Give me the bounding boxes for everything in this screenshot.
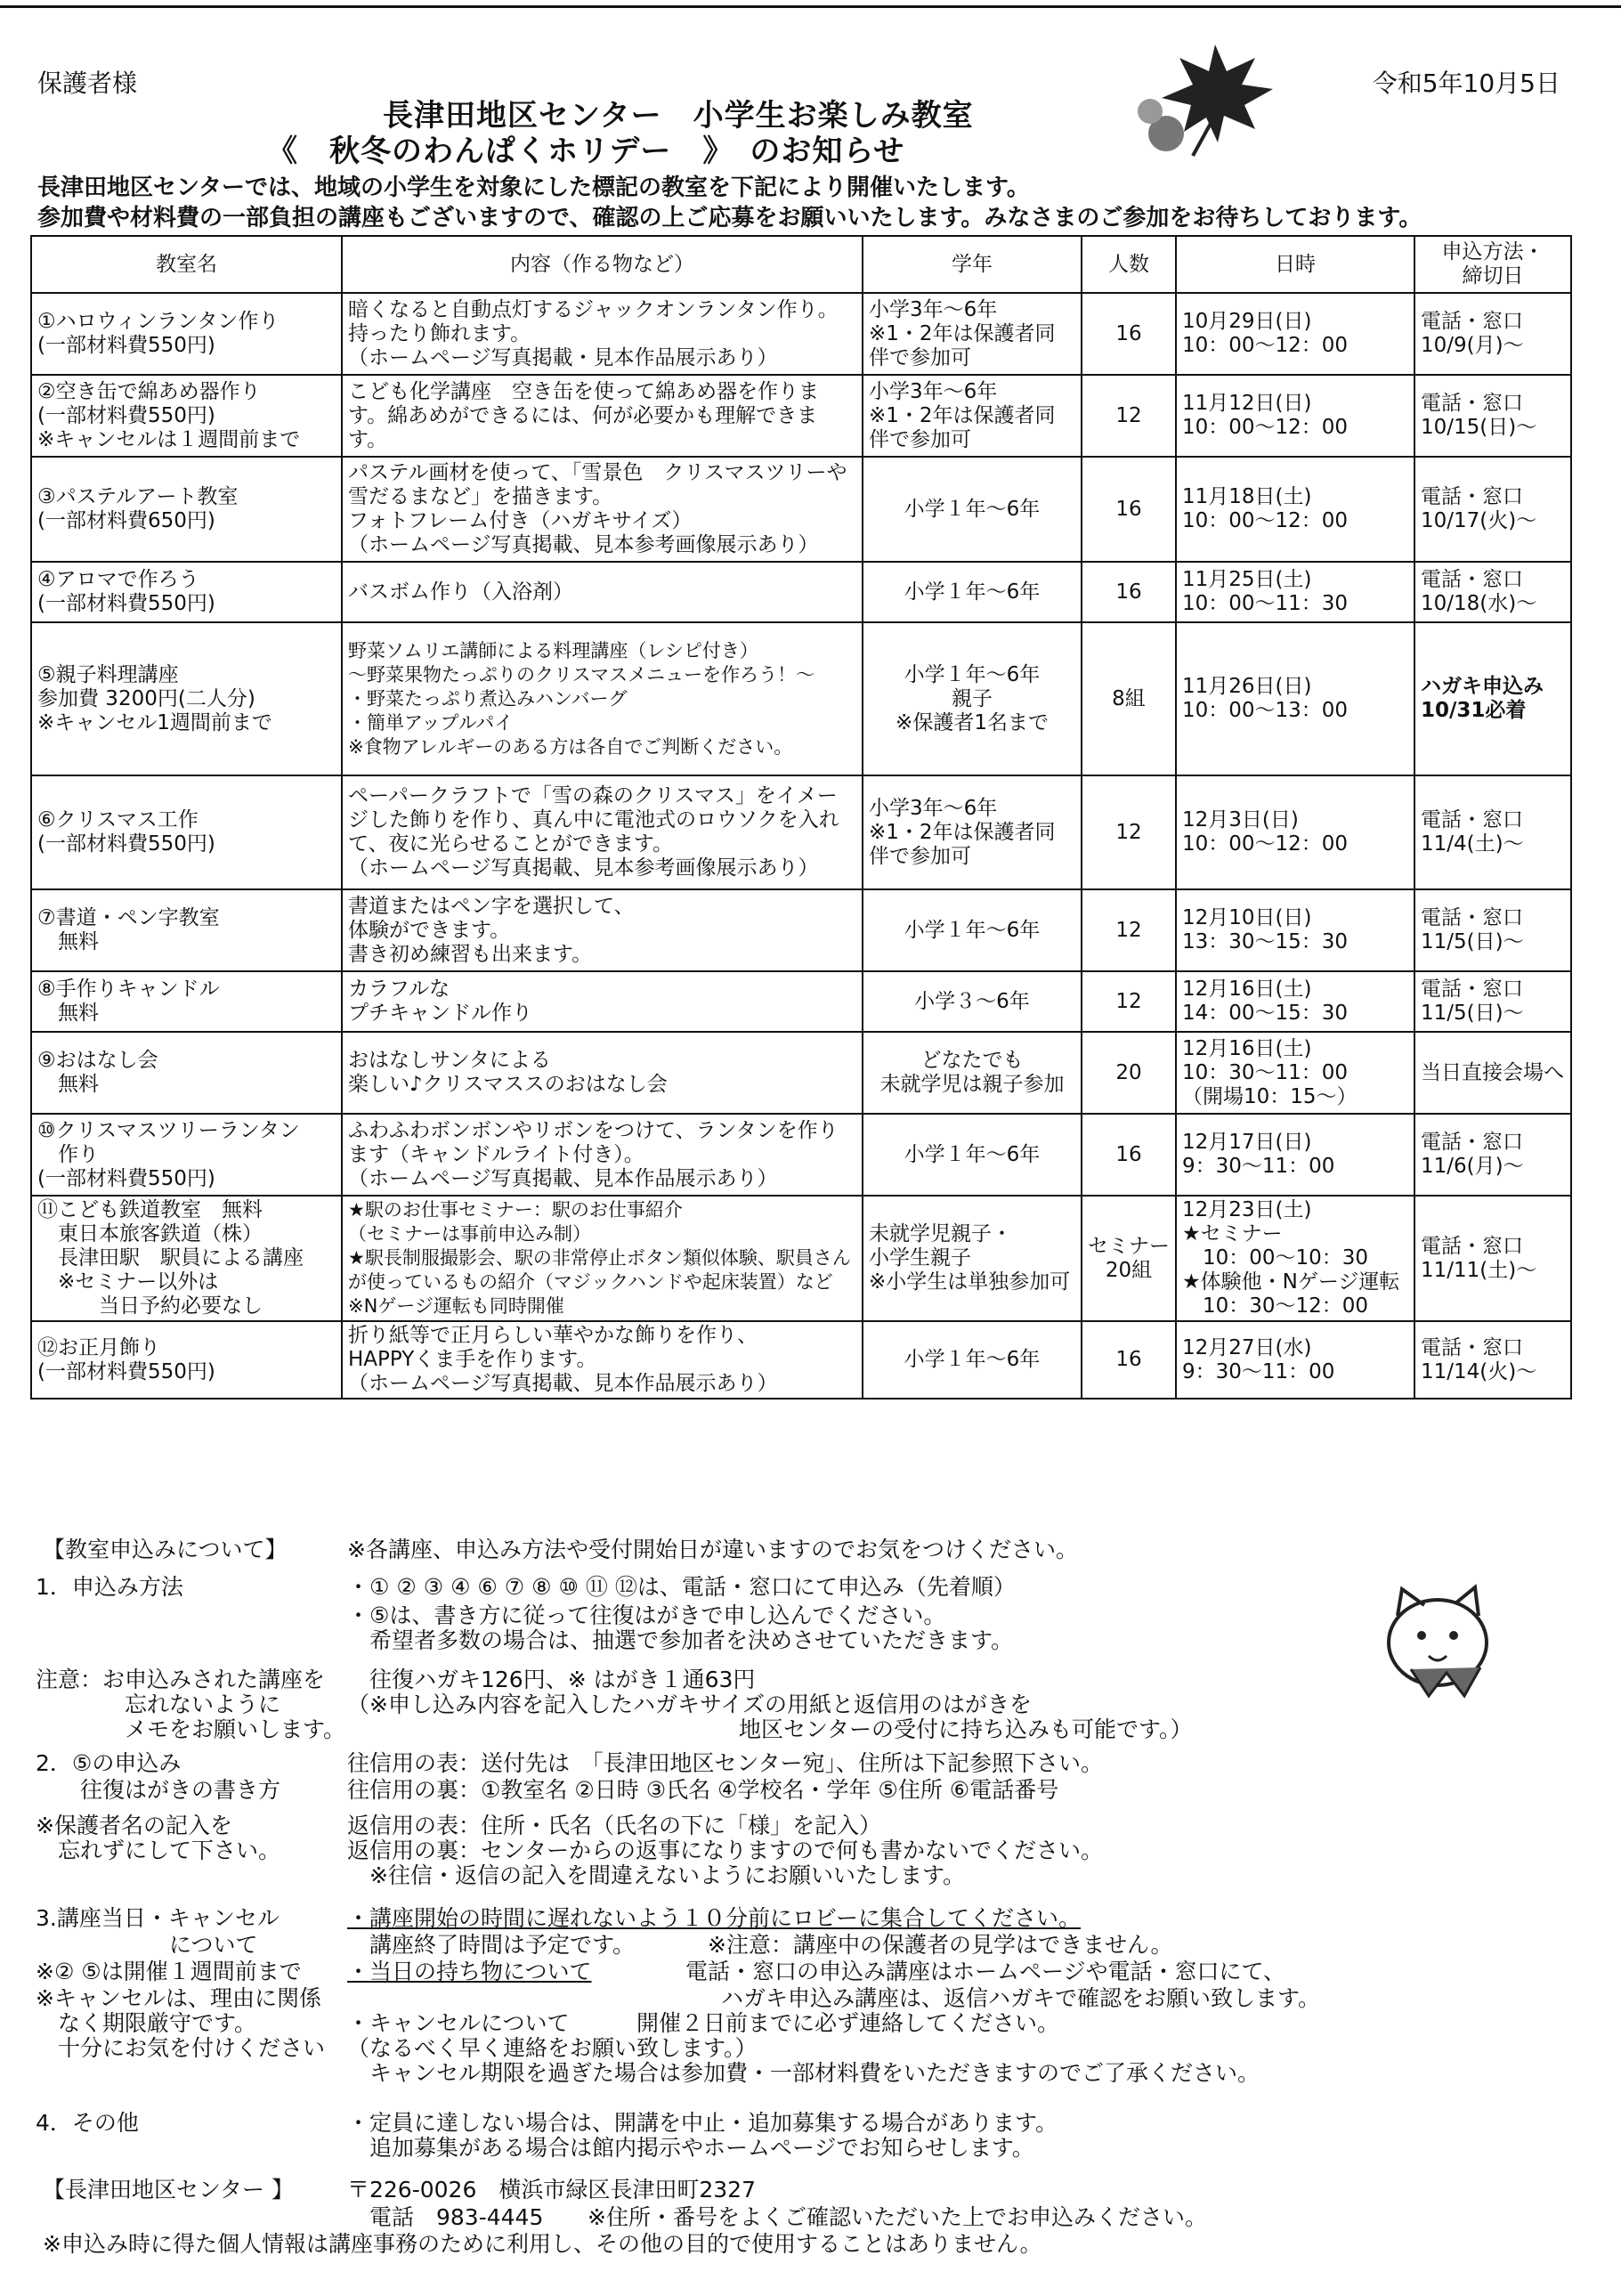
class-grade-cell: 小学3年～6年 ※1・2年は保護者同伴で参加可 <box>863 375 1082 457</box>
s3-right-1: ・講座開始の時間に遅れないよう１０分前にロビーに集合してください。 <box>347 1905 1082 1931</box>
class-grade-cell: 未就学児親子・ 小学生親子 ※小学生は単独参加可 <box>863 1196 1082 1321</box>
class-name-cell: ⑨おはなし会 無料 <box>31 1032 342 1114</box>
class-name-cell: ②空き缶で綿あめ器作り (一部材料費550円) ※キャンセルは１週間前まで <box>31 375 342 457</box>
class-name-cell: ⑥クリスマス工作 (一部材料費550円) <box>31 775 342 889</box>
intro-line-2: 参加費や材料費の一部負担の講座もございますので、確認の上ご応募をお願いいたします。みなさまのご参加をお待ちしております。 <box>37 205 1422 231</box>
class-name-cell: ⑩クリスマスツリーランタン 作り (一部材料費550円) <box>31 1114 342 1196</box>
class-grade-cell: 小学３～6年 <box>863 971 1082 1032</box>
header-name: 教室名 <box>31 236 342 293</box>
footer-org: 【長津田地区センター 】 <box>43 2177 294 2203</box>
class-datetime-cell: 12月3日(日) 10：00～12：00 <box>1176 775 1414 889</box>
header-datetime: 日時 <box>1176 236 1414 293</box>
class-apply-cell: ハガキ申込み 10/31必着 <box>1414 622 1571 775</box>
class-apply-cell: 電話・窓口 11/5(日)～ <box>1414 971 1571 1032</box>
class-apply-cell: 電話・窓口 10/17(火)～ <box>1414 457 1571 562</box>
class-count-cell: 16 <box>1082 293 1176 375</box>
class-apply-cell: 電話・窓口 10/9(月)～ <box>1414 293 1571 375</box>
autumn-leaf-icon <box>1131 36 1282 160</box>
table-row <box>31 775 1571 889</box>
class-name-cell: ④アロマで作ろう (一部材料費550円) <box>31 562 342 622</box>
table-header-row <box>31 236 1571 293</box>
class-grade-cell: 小学１年～6年 <box>863 889 1082 971</box>
header-content: 内容（作る物など） <box>342 236 863 293</box>
s3-note-2: ※キャンセルは、理由に関係 <box>36 1985 321 2011</box>
class-content-cell: 暗くなると自動点灯するジャックオンランタン作り。持ったり飾れます。 （ホームページ写真掲載・見本作品展示あり） <box>342 293 863 375</box>
class-grade-cell: 小学１年～6年 <box>863 1114 1082 1196</box>
caution-line-2: 忘れないように <box>36 1692 281 1717</box>
s4-right-1: ・定員に達しない場合は、開講を中止・追加募集する場合があります。 <box>347 2110 1058 2136</box>
class-name-cell: ⑧手作りキャンドル 無料 <box>31 971 342 1032</box>
class-datetime-cell: 12月16日(土) 10：30～11：00 （開場10：15～） <box>1176 1032 1414 1114</box>
recipient-label: 保護者様 <box>37 69 138 98</box>
class-apply-cell: 電話・窓口 10/15(日)～ <box>1414 375 1571 457</box>
class-datetime-cell: 12月23日(土) ★セミナー 10：00～10：30 ★体験他・Nゲージ運転 10：30～12：00 <box>1176 1196 1414 1321</box>
caution-line-3: メモをお願いします。 <box>36 1716 346 1742</box>
class-content-cell: ★駅のお仕事セミナー：駅のお仕事紹介 （セミナーは事前申込み制） ★駅長制服撮影会、駅の非常停止ボタン類似体験、駅員さんが使っているもの紹介（マジックハンドや起床装置）など ※Nゲージ運転も同時開催 <box>342 1196 863 1321</box>
class-grade-cell: どなたでも 未就学児は親子参加 <box>863 1032 1082 1114</box>
classes-table <box>30 235 1572 1400</box>
table-row <box>31 622 1571 775</box>
footer-privacy: ※申込み時に得た個人情報は講座事務のために利用し、その他の目的で使用することはありません。 <box>43 2231 1042 2257</box>
s3-right-5a: ・キャンセルについて <box>347 2010 570 2036</box>
class-count-cell: 16 <box>1082 457 1176 562</box>
class-datetime-cell: 12月16日(土) 14：00～15：30 <box>1176 971 1414 1032</box>
class-count-cell: 12 <box>1082 971 1176 1032</box>
s3-right-3a: ・当日の持ち物について <box>347 1959 592 1984</box>
s3-label-1: 3.講座当日・キャンセル <box>36 1905 280 1931</box>
class-apply-cell: 電話・窓口 11/6(月)～ <box>1414 1114 1571 1196</box>
footer-tel-note: ※住所・番号をよくご確認いただいた上でお申込みください。 <box>588 2204 1207 2230</box>
apply-note: ※各講座、申込み方法や受付開始日が違いますのでお気をつけください。 <box>347 1537 1078 1562</box>
title-line-2: 《 秋冬のわんぱくホリデー 》 のお知らせ <box>267 134 905 169</box>
s3-note-4: 十分にお気を付けください <box>36 2035 326 2061</box>
s1-line-3: 希望者多数の場合は、抽選で参加者を決めさせていただきます。 <box>347 1627 1014 1653</box>
s2-right-2: 往信用の裏：①教室名 ②日時 ③氏名 ④学校名・学年 ⑤住所 ⑥電話番号 <box>347 1777 1059 1803</box>
table-row <box>31 457 1571 562</box>
class-apply-cell: 電話・窓口 11/4(土)～ <box>1414 775 1571 889</box>
class-content-cell: おはなしサンタによる 楽しい♪クリスマススのおはなし会 <box>342 1032 863 1114</box>
caution-right-1: 往復ハガキ126円、※ はがき１通63円 <box>369 1667 756 1692</box>
s1-line-1: ・① ② ③ ④ ⑥ ⑦ ⑧ ⑩ ⑪ ⑫は、電話・窓口にて申込み（先着順） <box>347 1574 1016 1600</box>
class-content-cell: こども化学講座 空き缶を使って綿あめ器を作ります。綿あめができるには、何が必要かも理解できます。 <box>342 375 863 457</box>
s3-label-2: について <box>36 1932 258 1958</box>
s3-right-5b: 開催２日前までに必ず連絡してください。 <box>636 2010 1060 2036</box>
class-grade-cell: 小学１年～6年 <box>863 1321 1082 1399</box>
class-datetime-cell: 11月25日(土) 10：00～11：30 <box>1176 562 1414 622</box>
class-datetime-cell: 12月17日(日) 9：30～11：00 <box>1176 1114 1414 1196</box>
class-count-cell: セミナー 20組 <box>1082 1196 1176 1321</box>
s2-right-3: 返信用の表：住所・氏名（氏名の下に「様」を記入） <box>347 1813 882 1838</box>
table-row <box>31 889 1571 971</box>
s4-right-2: 追加募集がある場合は館内掲示やホームページでお知らせします。 <box>347 2135 1034 2161</box>
table-row <box>31 375 1571 457</box>
class-apply-cell: 電話・窓口 10/18(水)～ <box>1414 562 1571 622</box>
class-count-cell: 12 <box>1082 775 1176 889</box>
s3-right-7: キャンセル期限を過ぎた場合は参加費・一部材料費をいただきますのでご了承ください。 <box>347 2060 1260 2086</box>
s3-note-3: なく期限厳守です。 <box>36 2010 257 2036</box>
class-grade-cell: 小学１年～6年 <box>863 457 1082 562</box>
cat-illustration-icon <box>1375 1580 1509 1700</box>
table-row <box>31 1321 1571 1399</box>
class-content-cell: ペーパークラフトで「雪の森のクリスマス」をイメージした飾りを作り、真ん中に電池式のロウソクを入れて、夜に光らせることができます。 （ホームページ写真掲載、見本参考画像展示あり） <box>342 775 863 889</box>
issue-date: 令和5年10月5日 <box>1372 69 1560 98</box>
class-grade-cell: 小学１年～6年 親子 ※保護者1名まで <box>863 622 1082 775</box>
class-grade-cell: 小学１年～6年 <box>863 562 1082 622</box>
class-count-cell: 16 <box>1082 1321 1176 1399</box>
class-grade-cell: 小学3年～6年 ※1・2年は保護者同伴で参加可 <box>863 775 1082 889</box>
caution-right-2: （※申し込み内容を記入したハガキサイズの用紙と返信用のはがきを <box>347 1692 1032 1717</box>
table-row <box>31 971 1571 1032</box>
top-border-line <box>0 5 1621 8</box>
class-grade-cell: 小学3年～6年 ※1・2年は保護者同伴で参加可 <box>863 293 1082 375</box>
class-count-cell: 12 <box>1082 889 1176 971</box>
s3-right-2b: ※注意：講座中の保護者の見学はできません。 <box>708 1932 1173 1958</box>
class-name-cell: ⑦書道・ペン字教室 無料 <box>31 889 342 971</box>
class-apply-cell: 電話・窓口 11/14(火)～ <box>1414 1321 1571 1399</box>
caution-line-1: 注意：お申込みされた講座を <box>36 1667 326 1692</box>
s2-note-1: ※保護者名の記入を <box>36 1813 232 1838</box>
s2-right-5: ※往信・返信の記入を間違えないようにお願いいたします。 <box>347 1862 965 1888</box>
class-content-cell: 書道またはペン字を選択して、 体験ができます。 書き初め練習も出来ます。 <box>342 889 863 971</box>
s1-line-2: ・⑤は、書き方に従って往復はがきで申し込んでください。 <box>347 1602 946 1628</box>
title-line-1: 長津田地区センター 小学生お楽しみ教室 <box>383 98 974 134</box>
s3-right-6: （なるべく早く連絡をお願い致します。） <box>347 2035 758 2061</box>
class-name-cell: ③パステルアート教室 (一部材料費650円) <box>31 457 342 562</box>
header-count: 人数 <box>1082 236 1176 293</box>
class-name-cell: ⑫お正月飾り (一部材料費550円) <box>31 1321 342 1399</box>
s2-label-1: 2．⑤の申込み <box>36 1750 182 1776</box>
s4-label: 4．その他 <box>36 2110 139 2136</box>
class-content-cell: 野菜ソムリエ講師による料理講座（レシピ付き） ～野菜果物たっぷりのクリスマスメニューを作ろう！～ ・野菜たっぷり煮込みハンバーグ ・簡単アップルパイ ※食物アレルギーのある方は各自でご判断ください。 <box>342 622 863 775</box>
table-row <box>31 1196 1571 1321</box>
class-apply-cell: 電話・窓口 11/5(日)～ <box>1414 889 1571 971</box>
header-apply: 申込方法・ 締切日 <box>1414 236 1571 293</box>
table-row <box>31 1032 1571 1114</box>
s3-right-4: ハガキ申込み講座は、返信ハガキで確認をお願い致します。 <box>721 1985 1321 2011</box>
class-count-cell: 8組 <box>1082 622 1176 775</box>
class-name-cell: ⑤親子料理講座 参加費 3200円(二人分) ※キャンセル1週間前まで <box>31 622 342 775</box>
class-datetime-cell: 12月27日(水) 9：30～11：00 <box>1176 1321 1414 1399</box>
class-name-cell: ①ハロウィンランタン作り (一部材料費550円) <box>31 293 342 375</box>
class-count-cell: 16 <box>1082 562 1176 622</box>
header-grade: 学年 <box>863 236 1082 293</box>
table-row <box>31 293 1571 375</box>
class-count-cell: 20 <box>1082 1032 1176 1114</box>
s3-right-3b: 電話・窓口の申込み講座はホームページや電話・窓口にて、 <box>685 1959 1286 1984</box>
class-content-cell: カラフルな プチキャンドル作り <box>342 971 863 1032</box>
table-row <box>31 562 1571 622</box>
class-content-cell: パステル画材を使って、「雪景色 クリスマスツリーや雪だるまなど」を描きます。 フォトフレーム付き（ハガキサイズ） （ホームページ写真掲載、見本参考画像展示あり） <box>342 457 863 562</box>
s2-right-1: 往信用の表：送付先は 「長津田地区センター宛」、住所は下記参照下さい。 <box>347 1750 1104 1776</box>
s1-label: 1．申込み方法 <box>36 1574 183 1600</box>
footer-address: 〒226-0026 横浜市緑区長津田町2327 <box>347 2177 756 2203</box>
s3-note-1: ※② ⑤は開催１週間前まで <box>36 1959 302 1984</box>
class-datetime-cell: 11月12日(日) 10：00～12：00 <box>1176 375 1414 457</box>
class-datetime-cell: 12月10日(日) 13：30～15：30 <box>1176 889 1414 971</box>
class-datetime-cell: 10月29日(日) 10：00～12：00 <box>1176 293 1414 375</box>
s2-note-2: 忘れずにして下さい。 <box>36 1838 281 1863</box>
class-datetime-cell: 11月26日(日) 10：00～13：00 <box>1176 622 1414 775</box>
class-content-cell: ふわふわボンボンやリボンをつけて、ランタンを作ります（キャンドルライト付き）。 （ホームページ写真掲載、見本作品展示あり） <box>342 1114 863 1196</box>
apply-heading: 【教室申込みについて】 <box>43 1537 288 1562</box>
caution-right-3: 地区センターの受付に持ち込みも可能です。） <box>739 1716 1193 1742</box>
class-count-cell: 12 <box>1082 375 1176 457</box>
footer-tel: 電話 983-4445 <box>369 2204 544 2230</box>
class-name-cell: ⑪こども鉄道教室 無料 東日本旅客鉄道（株） 長津田駅 駅員による講座 ※セミナー以外は 当日予約必要なし <box>31 1196 342 1321</box>
intro-line-1: 長津田地区センターでは、地域の小学生を対象にした標記の教室を下記により開催いたします。 <box>37 174 1030 201</box>
class-datetime-cell: 11月18日(土) 10：00～12：00 <box>1176 457 1414 562</box>
class-content-cell: バスボム作り（入浴剤） <box>342 562 863 622</box>
s3-right-2a: 講座終了時間は予定です。 <box>347 1932 636 1958</box>
table-row <box>31 1114 1571 1196</box>
class-apply-cell: 当日直接会場へ <box>1414 1032 1571 1114</box>
s2-label-2: 往復はがきの書き方 <box>36 1777 281 1803</box>
s2-right-4: 返信用の裏：センターからの返事になりますので何も書かないでください。 <box>347 1838 1104 1863</box>
class-content-cell: 折り紙等で正月らしい華やかな飾りを作り、 HAPPYくま手を作ります。 （ホームページ写真掲載、見本作品展示あり） <box>342 1321 863 1399</box>
class-apply-cell: 電話・窓口 11/11(土)～ <box>1414 1196 1571 1321</box>
class-count-cell: 16 <box>1082 1114 1176 1196</box>
